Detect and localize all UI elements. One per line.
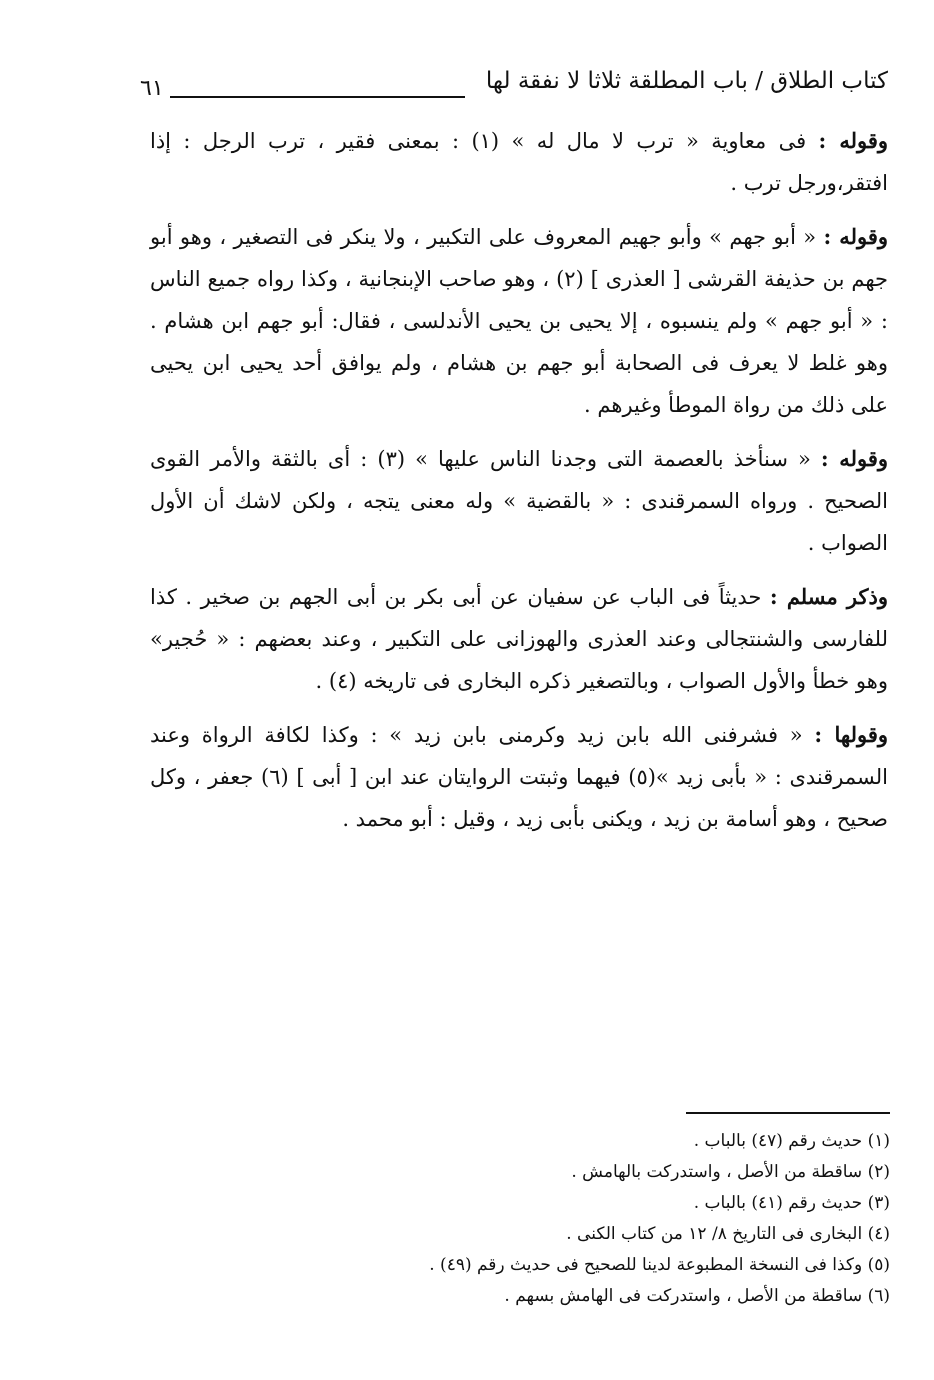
paragraph-text: حديثاً فى الباب عن سفيان عن أبى بكر بن أبى الجهم بن صخير . كذا للفارسى والشنتجالى وعند العذرى والهوزانى على التكبير ، وعند بعضهم : « حُجير» وهو خطأ والأول الصواب ، وبالتصغير ذكره البخارى فى تاريخه (٤) . [150, 585, 888, 693]
main-text [150, 120, 888, 852]
paragraph-4 [150, 576, 888, 702]
running-header [140, 62, 888, 112]
paragraph-text: « أبو جهم » وأبو جهيم المعروف على التكبير ، ولا ينكر فى التصغير ، وهو أبو جهم بن حذيفة القرشى [ العذرى ] (٢) ، وهو صاحب الإبنجانية ، وكذا رواه جميع الناس : « أبو جهم » ولم ينسبوه ، إلا يحيى بن يحيى الأندلسى ، فقال: أبو جهم ابن هشام . وهو غلط لا يعرف فى الصحابة أبو جهم بن هشام ، ولم يوافق أحد يحيى ابن يحيى على ذلك من رواة الموطأ وغيرهم . [150, 225, 889, 417]
paragraph-text: فى معاوية « ترب لا مال له » (١) : بمعنى فقير ، ترب الرجل : إذا افتقر،ورجل ترب . [150, 129, 888, 195]
footnote-4: (٤) البخارى فى التاريخ ٨/ ١٢ من كتاب الكنى . [566, 1224, 890, 1244]
paragraph-lead: وقوله : [820, 446, 888, 471]
footnote-6: (٦) ساقطة من الأصل ، واستدركت فى الهامش بسهم . [504, 1286, 890, 1306]
paragraph-lead: وقوله : [823, 224, 888, 249]
footnotes [300, 1126, 890, 1312]
paragraph-5 [150, 714, 888, 840]
footnote-1: (١) حديث رقم (٤٧) بالباب . [693, 1131, 890, 1151]
footnote-2: (٢) ساقطة من الأصل ، واستدركت بالهامش . [571, 1162, 890, 1182]
paragraph-lead: وقوله : [818, 128, 889, 153]
header-title: كتاب الطلاق / باب المطلقة ثلاثا لا نفقة لها [485, 68, 888, 94]
paragraph-lead: وقولها : [814, 722, 888, 747]
paragraph-text: « فشرفنى الله بابن زيد وكرمنى بابن زيد » : وكذا لكافة الرواة وعند السمرقندى : « بأبى زيد »(٥) فيهما وثبتت الروايتان عند ابن [ أبى ] (٦) جعفر ، وكل صحيح ، وهو أسامة بن زيد ، ويكنى بأبى زيد ، وقيل : أبو محمد . [150, 723, 888, 831]
paragraph-3 [150, 438, 888, 564]
header-rule [170, 96, 465, 98]
footnote-separator [686, 1112, 890, 1114]
paragraph-2 [150, 216, 888, 426]
footnote-3: (٣) حديث رقم (٤١) بالباب . [693, 1193, 890, 1213]
paragraph-1 [150, 120, 888, 204]
paragraph-lead: وذكر مسلم : [769, 584, 888, 609]
footnote-5: (٥) وكذا فى النسخة المطبوعة لدينا للصحيح فى حديث رقم (٤٩) . [429, 1255, 890, 1275]
paragraph-text: « سنأخذ بالعصمة التى وجدنا الناس عليها » (٣) : أى بالثقة والأمر القوى الصحيح . ورواه السمرقندى : « بالقضية » وله معنى يتجه ، ولكن لاشك أن الأول الصواب . [150, 447, 888, 555]
page-number: ٦١ [140, 76, 164, 101]
